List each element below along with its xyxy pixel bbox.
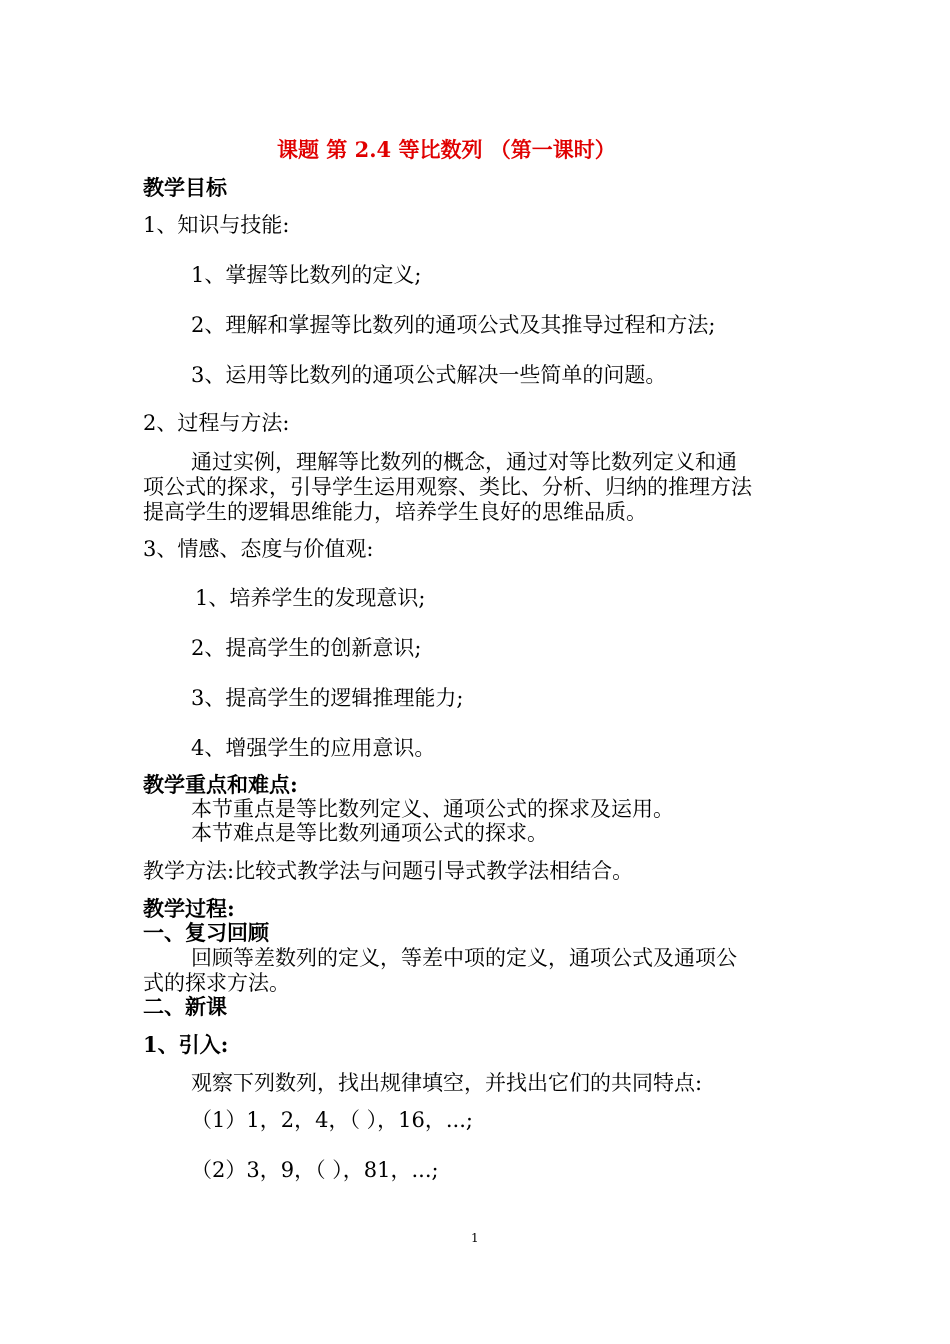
intro-text: 观察下列数列，找出规律填空，并找出它们的共同特点:: [191, 1071, 703, 1095]
sequence-line: （1）1，2，4，（ ），16，...;: [191, 1108, 473, 1132]
lesson-title: 课题 第 2.4 等比数列 （第一课时）: [277, 137, 616, 162]
teaching-method: 教学方法:比较式教学法与问题引导式教学法相结合。: [143, 859, 634, 883]
knowledge-heading: 1、知识与技能:: [143, 213, 290, 237]
review-line: 式的探求方法。: [143, 971, 290, 995]
review-heading: 一、复习回顾: [143, 920, 269, 945]
emotion-item: 2、提高学生的创新意识;: [191, 636, 422, 660]
knowledge-item: 2、理解和掌握等比数列的通项公式及其推导过程和方法;: [191, 313, 716, 337]
process-paragraph-line: 项公式的探求，引导学生运用观察、类比、分析、归纳的推理方法: [143, 475, 752, 499]
emotion-item: 3、提高学生的逻辑推理能力;: [191, 686, 464, 710]
teaching-process-heading: 教学过程:: [143, 896, 235, 921]
emotion-item: 4、增强学生的应用意识。: [191, 736, 436, 760]
process-paragraph-line: 提高学生的逻辑思维能力，培养学生良好的思维品质。: [143, 500, 647, 524]
key-point-line: 本节重点是等比数列定义、通项公式的探求及运用。: [191, 797, 674, 821]
process-method-heading: 2、过程与方法:: [143, 411, 290, 435]
emotion-heading: 3、情感、态度与价值观:: [143, 537, 374, 561]
knowledge-item: 1、掌握等比数列的定义;: [191, 263, 422, 287]
process-paragraph-line: 通过实例，理解等比数列的概念，通过对等比数列定义和通: [191, 450, 737, 474]
key-points-heading: 教学重点和难点:: [143, 772, 298, 797]
new-lesson-heading: 二、新课: [143, 994, 227, 1019]
page-number: 1: [471, 1231, 479, 1245]
difficult-point-line: 本节难点是等比数列通项公式的探求。: [191, 821, 548, 845]
goals-heading: 教学目标: [143, 175, 227, 200]
emotion-item: 1、培养学生的发现意识;: [195, 586, 426, 610]
sequence-line: （2）3，9，（ ），81，...;: [191, 1158, 439, 1182]
review-line: 回顾等差数列的定义，等差中项的定义，通项公式及通项公: [191, 946, 737, 970]
intro-heading: 1、引入:: [143, 1032, 229, 1057]
knowledge-item: 3、运用等比数列的通项公式解决一些简单的问题。: [191, 363, 667, 387]
